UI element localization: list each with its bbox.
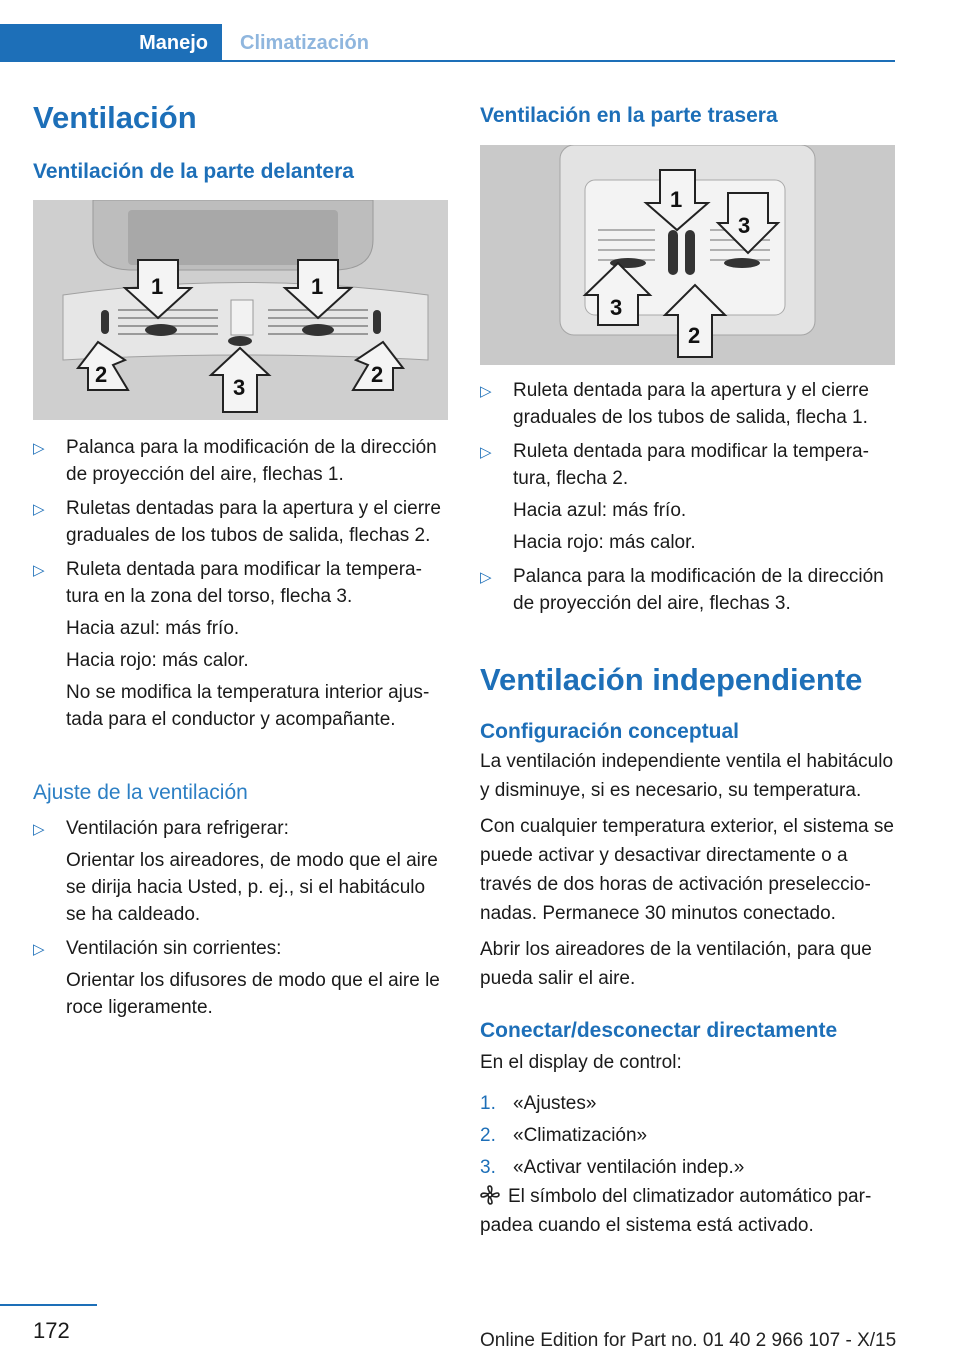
concept-paragraph-3: Abrir los aireadores de la ventilación, para que pueda salir el aire.	[480, 939, 872, 989]
concept-heading: Configuración conceptual	[480, 720, 740, 743]
list-item: ▷ Ruletas dentadas para la apertura y el cierre graduales de los tubos de salida, flechas 2.	[33, 498, 441, 546]
edition-text: Online Edition for Part no. 01 40 2 966 107 - X/15	[480, 1330, 897, 1351]
tab-manejo[interactable]: Manejo	[0, 24, 222, 62]
rear-arrow-label-2: 2	[688, 323, 701, 348]
front-vents-illustration	[33, 200, 448, 420]
concept-paragraph-2: Con cualquier temperatura exterior, el sistema se puede activar y desactivar directamente o a través de dos horas de activación preseleccionadas. Permanece 30 minutos conectado.	[480, 816, 894, 924]
concept-body	[480, 747, 895, 1000]
arrow-label-3: 3	[233, 375, 246, 400]
step-item: 2. «Climatización»	[480, 1125, 648, 1146]
footer-rule	[0, 1304, 97, 1306]
list-item: ▷ Ruleta dentada para modificar la temperatura en la zona del torso, flecha 3. Hacia azul: más frío. Hacia rojo: más calor. No se modifica la temperatura interior ajustada para el conductor y acompañante.	[33, 559, 430, 730]
triangle-bullet-icon: ▷	[480, 383, 492, 400]
note: El símbolo del climatizador automático parpadea cuando el sistema está activado.	[480, 1186, 872, 1236]
triangle-bullet-icon: ▷	[33, 941, 45, 958]
header-rule	[0, 60, 895, 62]
list-item: ▷ Ventilación sin corrientes: Orientar los difusores de modo que el aire le roce ligeramente.	[33, 938, 440, 1018]
rear-list	[480, 377, 895, 624]
rear-arrow-label-1: 1	[670, 187, 683, 212]
step-item: 1. «Ajustes»	[480, 1093, 597, 1114]
arrow-label-2b: 2	[371, 362, 384, 387]
triangle-bullet-icon: ▷	[33, 501, 45, 518]
front-vents-figure	[33, 200, 448, 420]
triangle-bullet-icon: ▷	[480, 444, 492, 461]
triangle-bullet-icon: ▷	[480, 569, 492, 586]
arrow-label-1a: 1	[151, 274, 164, 299]
steps-list	[480, 1090, 895, 1186]
front-heading: Ventilación de la parte delantera	[33, 160, 354, 183]
list-item: ▷ Palanca para la modificación de la dirección de proyección del aire, flechas 1.	[33, 437, 437, 485]
adjust-list	[33, 815, 448, 1028]
adjust-heading: Ajuste de la ventilación	[33, 781, 248, 804]
rear-arrow-label-3a: 3	[738, 213, 751, 238]
rear-arrow-label-3b: 3	[610, 295, 623, 320]
list-item: ▷ Palanca para la modificación de la dirección de proyección del aire, flechas 3.	[480, 566, 884, 614]
step-item: 3. «Activar ventilación indep.»	[480, 1157, 745, 1178]
triangle-bullet-icon: ▷	[33, 440, 45, 457]
concept-paragraph-1: La ventilación independiente ventila el habitáculo y disminuye, si es necesario, su temperatura.	[480, 751, 894, 801]
tab-climatizacion[interactable]: Climatización	[240, 31, 369, 54]
arrow-label-2a: 2	[95, 362, 108, 387]
independent-title: Ventilación independiente	[480, 662, 863, 697]
front-list	[33, 434, 448, 740]
connect-heading: Conectar/desconectar directamente	[480, 1019, 838, 1042]
connect-intro: En el display de control:	[480, 1052, 682, 1073]
page-number: 172	[33, 1318, 70, 1343]
triangle-bullet-icon: ▷	[33, 562, 45, 579]
page-title: Ventilación	[33, 100, 197, 135]
triangle-bullet-icon: ▷	[33, 821, 45, 838]
list-item: ▷ Ventilación para refrigerar: Orientar los aireadores, de modo que el aire se dirija hacia Usted, p. ej., si el habitáculo se ha caldeado.	[33, 818, 438, 925]
list-item: ▷ Ruleta dentada para la apertura y el cierre graduales de los tubos de salida, flecha 1.	[480, 380, 869, 428]
rear-vents-illustration	[480, 145, 895, 365]
arrow-label-1b: 1	[311, 274, 324, 299]
rear-heading: Ventilación en la parte trasera	[480, 104, 778, 127]
fan-icon	[480, 1185, 500, 1205]
list-item: ▷ Ruleta dentada para modificar la temperatura, flecha 2. Hacia azul: más frío. Hacia rojo: más calor.	[480, 441, 869, 553]
rear-vents-figure	[480, 145, 895, 365]
